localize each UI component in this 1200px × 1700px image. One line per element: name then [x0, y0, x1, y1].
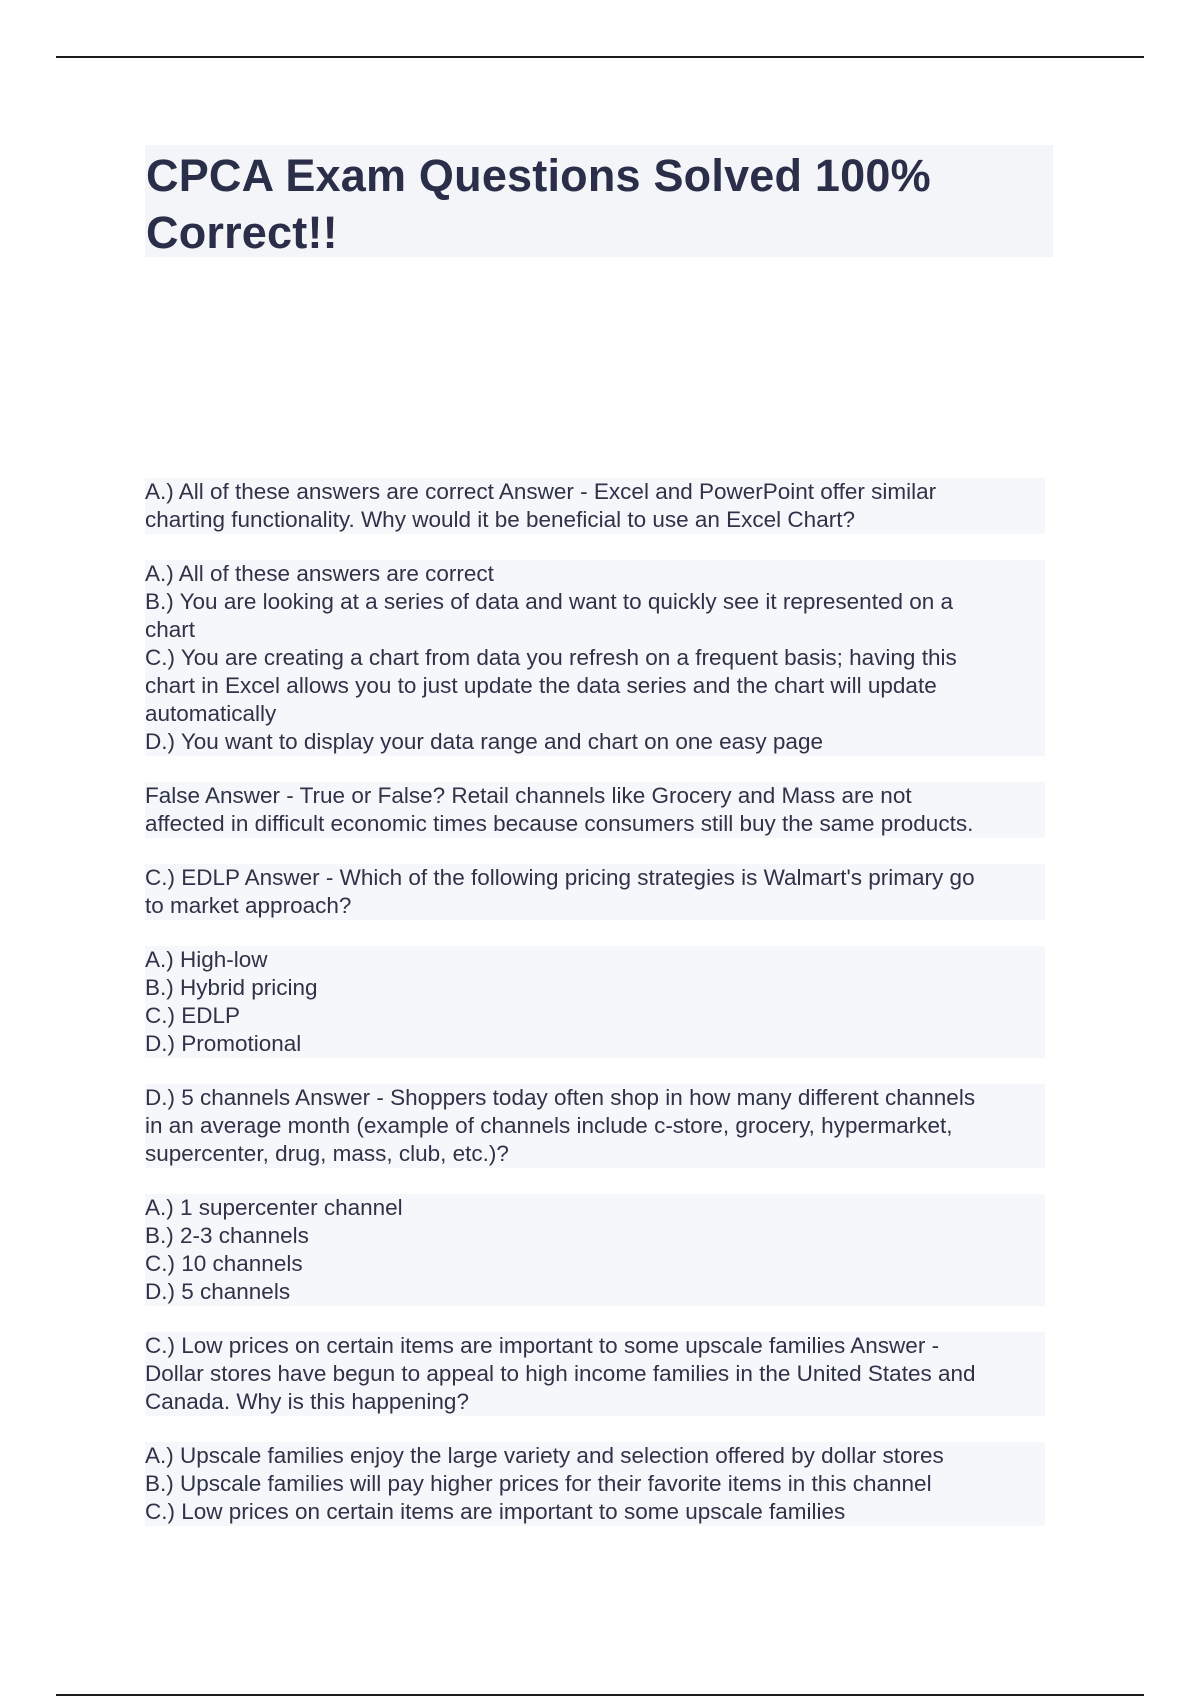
text-line: chart — [145, 617, 196, 642]
paragraph-q4-options — [145, 1194, 1045, 1306]
text-line: C.) EDLP Answer - Which of the following pricing strategies is Walmart's primary go — [145, 865, 975, 890]
text-line: A.) Upscale families enjoy the large variety and selection offered by dollar stores — [145, 1443, 944, 1468]
title-line: Correct!! — [146, 207, 338, 258]
title-block — [145, 145, 1053, 257]
footer-divider — [56, 1694, 1144, 1696]
paragraph-q2-answer — [145, 782, 1045, 838]
text-line: A.) All of these answers are correct Answer - Excel and PowerPoint offer similar — [145, 479, 937, 504]
text-line: C.) Low prices on certain items are important to some upscale families — [145, 1499, 846, 1524]
text-line: supercenter, drug, mass, club, etc.)? — [145, 1141, 509, 1166]
text-line: D.) 5 channels — [145, 1279, 291, 1304]
text-line: chart in Excel allows you to just update the data series and the chart will update — [145, 673, 937, 698]
text-line: C.) Low prices on certain items are important to some upscale families Answer - — [145, 1333, 940, 1358]
text-line: B.) 2-3 channels — [145, 1223, 309, 1248]
text-line: in an average month (example of channels include c-store, grocery, hypermarket, — [145, 1113, 953, 1138]
paragraph-q5-options — [145, 1442, 1045, 1526]
text-line: to market approach? — [145, 893, 352, 918]
text-line: A.) All of these answers are correct — [145, 561, 494, 586]
text-line: A.) High-low — [145, 947, 268, 972]
text-line: C.) EDLP — [145, 1003, 241, 1028]
title-line: CPCA Exam Questions Solved 100% — [146, 150, 931, 201]
text-line: automatically — [145, 701, 277, 726]
paragraph-q1-options — [145, 560, 1045, 756]
text-line: C.) You are creating a chart from data you refresh on a frequent basis; having this — [145, 645, 957, 670]
text-line: charting functionality. Why would it be beneficial to use an Excel Chart? — [145, 507, 855, 532]
text-line: C.) 10 channels — [145, 1251, 303, 1276]
page-title — [145, 145, 1053, 261]
text-line: Canada. Why is this happening? — [145, 1389, 469, 1414]
text-line: B.) Hybrid pricing — [145, 975, 318, 1000]
text-line: False Answer - True or False? Retail channels like Grocery and Mass are not — [145, 783, 912, 808]
paragraph-q4-answer — [145, 1084, 1045, 1168]
paragraph-q3-answer — [145, 864, 1045, 920]
text-line: D.) You want to display your data range and chart on one easy page — [145, 729, 823, 754]
text-line: Dollar stores have begun to appeal to high income families in the United States and — [145, 1361, 976, 1386]
text-line: B.) Upscale families will pay higher prices for their favorite items in this channel — [145, 1471, 932, 1496]
paragraph-q3-options — [145, 946, 1045, 1058]
header-divider — [56, 56, 1144, 58]
paragraph-q5-answer — [145, 1332, 1045, 1416]
text-line: affected in difficult economic times because consumers still buy the same products. — [145, 811, 974, 836]
text-line: D.) Promotional — [145, 1031, 302, 1056]
text-line: B.) You are looking at a series of data and want to quickly see it represented on a — [145, 589, 954, 614]
document-body — [145, 478, 1045, 1552]
text-line: D.) 5 channels Answer - Shoppers today often shop in how many different channels — [145, 1085, 976, 1110]
text-line: A.) 1 supercenter channel — [145, 1195, 403, 1220]
paragraph-q1-answer — [145, 478, 1045, 534]
